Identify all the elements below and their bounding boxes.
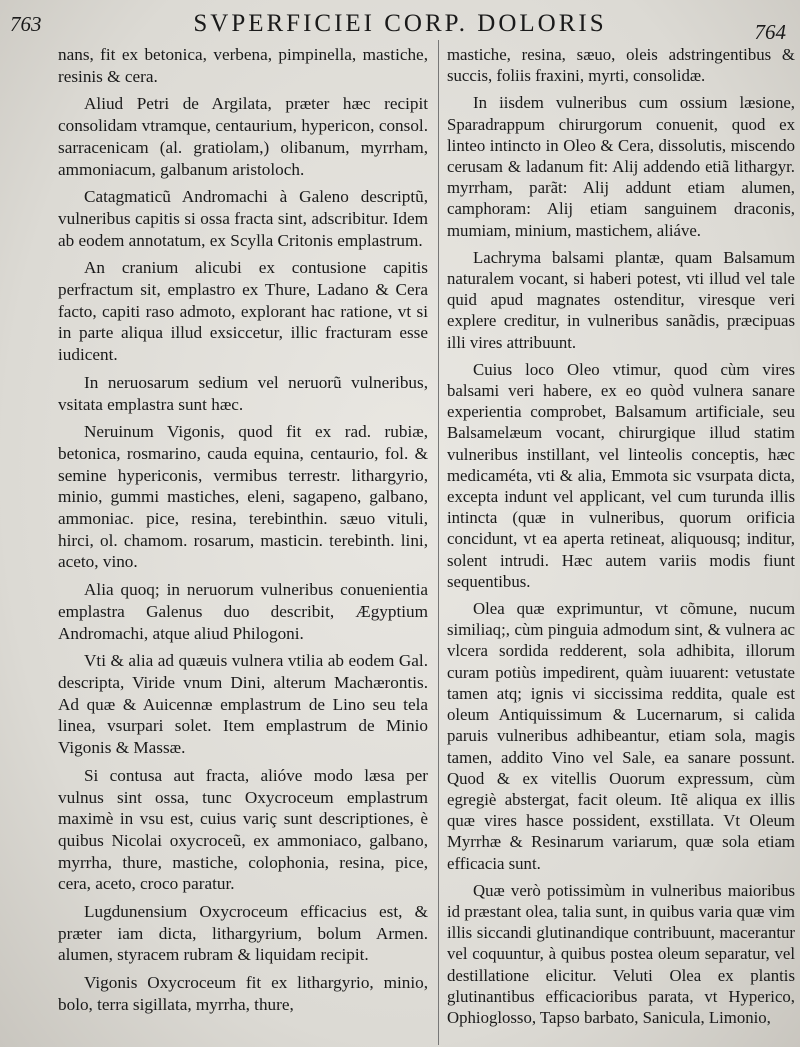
paragraph: Vigonis Oxycroceum fit ex lithargyrio, minio, bolo, terra sigillata, myrrha, thure,: [58, 973, 428, 1014]
paragraph: Catagmaticũ Andromachi à Galeno descriptũ, vulneribus capitis si ossa fracta sint, adscribitur. Idem ab eodem annotatum, ex Scylla Critonis emplastrum.: [58, 187, 428, 250]
right-column: [447, 44, 795, 1028]
paragraph: Vti & alia ad quæuis vulnera vtilia ab eodem Gal. descripta, Viride vnum Dini, alterum Machærontis. Ad quæ & Auicennæ emplastrum de Lino seu tela linea, vsurpari solet. Item emplastrum de Minio Vigonis & Massæ.: [58, 651, 428, 758]
paragraph: Neruinum Vigonis, quod fit ex rad. rubiæ, betonica, rosmarino, cauda equina, centaurio, fol. & semine hypericonis, vermibus terrestr. lithargyrio, minio, gummi mastiches, eleni, sagapeno, galbano, ammoniac. pice, resina, terebinthin. sæuo vituli, hirci, ol. chamom. rosarum, masticin. terebinth. lini, aceto, vino.: [58, 422, 428, 572]
paragraph: In neruosarum sedium vel neruorũ vulneribus, vsitata emplastra sunt hæc.: [58, 372, 428, 414]
paragraph: Quæ verò potissimùm in vulneribus maioribus id præstant olea, talia sunt, in quibus varia quæ vim illis siccandi glutinandique contribuunt, macerantur vel coquuntur, à quibus postea oleum separatur, vel destillatione elicitur. Veluti Olea ex plantis glutinantibus efficacioribus parata, vt Hyperico, Ophioglosso, Tapso barbato, Sanicula, Limonio,: [447, 880, 795, 1027]
paragraph: Olea quæ exprimuntur, vt cõmune, nucum similiaq;, cùm pinguia admodum sint, & vulnera ac vlcera sordida redderent, sola adhibita, illorum curam potiùs impedirent, quàm iuuarent: vetustate tamen atq; ignis vi siccissima reddita, quale est oleum Antiquissimum & Lucernarum, si calida paruis vulneribus adhibeantur, etiam sola, magis tamen, addito Vino vel Sale, ea sanare possunt. Quod & ex vitellis Ouorum expressum, cùm egregiè abstergat, facit oleum. Itẽ aliqua ex illis quæ vires hasce possident, exstillata. Vt Oleum Myrrhæ & Resinarum variarum, quæ sola etiam efficacia sunt.: [447, 599, 795, 873]
page-number-left: 763: [10, 12, 42, 36]
paragraph: Alia quoq; in neruorum vulneribus conuenientia emplastra Galenus duo describit, Ægyptium Andromachi, atque aliud Philogoni.: [58, 580, 428, 643]
paragraph: Cuius loco Oleo vtimur, quod cùm vires balsami veri habere, ex eo quòd vulnera sanare experientia comprobet, Balsamum artificiale, seu Balsamelæum vocant, chirurgique illud statim vulneribus instillant, vel linteolis conceptis, hæc medicaméta, vti & alia, Emmota sic vsurpata dicta, excepta indunt vel applicant, vel cum turunda illis intincta (quæ in vulneribus, quorum orificia concidunt, vt ea aperta retineat, aliquousq; inditur, solent intrudi. Hæc autem variis modis fiunt sequentibus.: [447, 359, 795, 591]
paragraph: In iisdem vulneribus cum ossium læsione, Sparadrappum chirurgorum conuenit, quod ex linteo intincto in Oleo & Cera, dissolutis, miscendo cerusam & ladanum fit: Alij addendo etiã lithargyr. myrrham, parãt: Alij addunt etiam alumen, camphoram: Alij etiam sanguinem draconis, mumiam, minium, mastichem, aliáve.: [447, 93, 795, 240]
paragraph: nans, fit ex betonica, verbena, pimpinella, mastiche, resinis & cera.: [58, 45, 428, 86]
running-title: SVPERFICIEI CORP. DOLORIS: [193, 10, 607, 37]
page-number-right: 764: [754, 20, 786, 44]
column-divider: [438, 40, 439, 1045]
running-header: [0, 6, 800, 44]
paragraph: mastiche, resina, sæuo, oleis adstringentibus & succis, foliis fraxini, myrti, consolidæ.: [447, 45, 795, 86]
paragraph: An cranium alicubi ex contusione capitis perfractum sit, emplastro ex Thure, Ladano & Cera facto, capiti raso admoto, explorant hac ratione, vt si in parte aliqua illud exsiccetur, illic fracturam esse iudicent.: [58, 258, 428, 365]
paragraph: Aliud Petri de Argilata, præter hæc recipit consolidam vtramque, centaurium, hypericon, consol. sarracenicam (al. gratiolam,) olibanum, myrrham, ammoniacum, galbanum aristoloch.: [58, 94, 428, 179]
left-column: [58, 44, 428, 1016]
paragraph: Lugdunensium Oxycroceum efficacius est, & præter iam dicta, lithargyrium, bolum Armen. alumen, styracem rubram & liquidam recipit.: [58, 902, 428, 965]
paragraph: Lachryma balsami plantæ, quam Balsamum naturalem vocant, si haberi potest, vti illud vel tale quid apud magnates ostenditur, viresque veri explere creditur, in vulneribus sanãdis, præcipuas illi vires attribuunt.: [447, 247, 795, 352]
paragraph: Si contusa aut fracta, alióve modo læsa per vulnus sint ossa, tunc Oxycroceum emplastrum maximè in vsu est, cuius variç sunt descriptiones, è quibus Nicolai oxycroceũ, ex ammoniaco, galbano, myrrha, thure, mastiche, colophonia, resina, pice, cera, aceto, croco paratur.: [58, 765, 428, 894]
